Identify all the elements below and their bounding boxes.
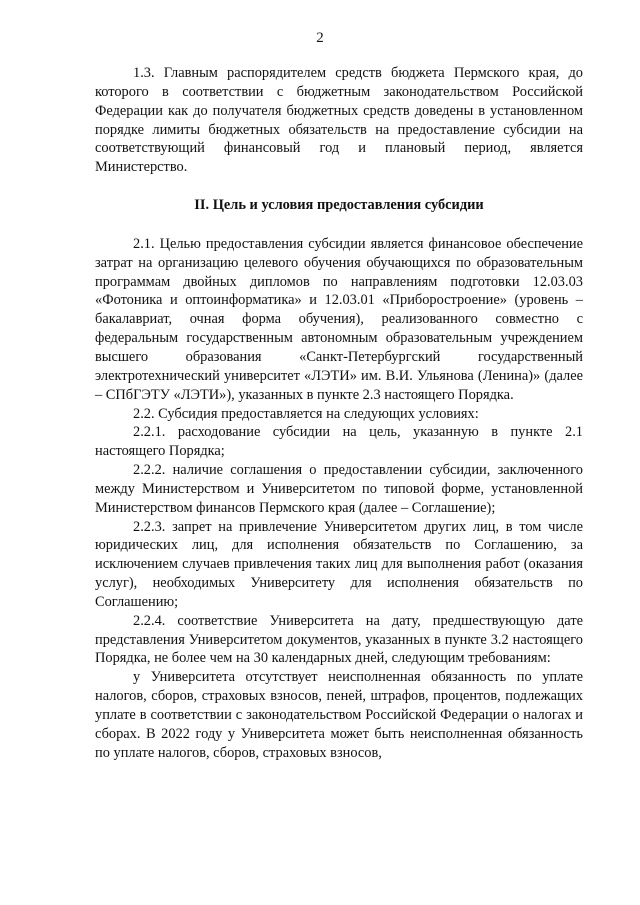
paragraph-2-1: 2.1. Целью предоставления субсидии является финансовое обеспечение затрат на организацию целевого обучения обучающихся по образовательным программам двойных дипломов по направлениям подготовки 12.03.03 «Фотоника и оптоинформатика» и 12.03.01 «Приборостроение» (уровень – бакалавриат, очная форма обучения), реализованного совместно с федеральным государственным автономным образовательным учреждением высшего образования «Санкт-Петербургский государственный электротехнический университет «ЛЭТИ» им. В.И. Ульянова (Ленина)» (далее – СПбГЭТУ «ЛЭТИ»), указанных в пункте 2.3 настоящего Порядка. bbox=[95, 235, 583, 403]
paragraph-2-2-4: 2.2.4. соответствие Университета на дату, предшествующую дате представления Университетом документов, указанных в пункте 3.2 настоящего Порядка, не более чем на 30 календарных дней, следующим требованиям: bbox=[95, 612, 583, 667]
paragraph-2-2-1: 2.2.1. расходование субсидии на цель, указанную в пункте 2.1 настоящего Порядка; bbox=[95, 424, 583, 460]
page-number: 2 bbox=[316, 30, 324, 46]
paragraph-tax-requirement: у Университета отсутствует неисполненная обязанность по уплате налогов, сборов, страховых взносов, пеней, штрафов, процентов, подлежащих уплате в соответствии с законодательством Российской Федерации о налогах и сборах. В 2022 году у Университета может быть неисполненная обязанность по уплате налогов, сборов, страховых взносов, bbox=[95, 669, 583, 761]
paragraph-1-3: 1.3. Главным распорядителем средств бюджета Пермского края, до которого в соответствии с бюджетным законодательством Российской Федерации как до получателя бюджетных средств доведены в установленном порядке лимиты бюджетных обязательств на предоставление субсидии на соответствующий финансовый год и плановый период, является Министерство. bbox=[95, 65, 583, 176]
section-heading: II. Цель и условия предоставления субсидии bbox=[194, 197, 484, 214]
document-body bbox=[95, 64, 583, 763]
paragraph-2-2: 2.2. Субсидия предоставляется на следующих условиях: bbox=[133, 405, 479, 422]
paragraph-2-2-3: 2.2.3. запрет на привлечение Университетом других лиц, в том числе юридических лиц, для исполнения обязательств по Соглашению, за исключением случаев привлечения таких лиц для выполнения работ (оказания услуг), необходимых Университету для исполнения обязательств по Соглашению; bbox=[95, 518, 583, 610]
paragraph-2-2-2: 2.2.2. наличие соглашения о предоставлении субсидии, заключенного между Министерством и Университетом по типовой форме, установленной Министерством финансов Пермского края (далее – Соглашение); bbox=[95, 462, 583, 516]
